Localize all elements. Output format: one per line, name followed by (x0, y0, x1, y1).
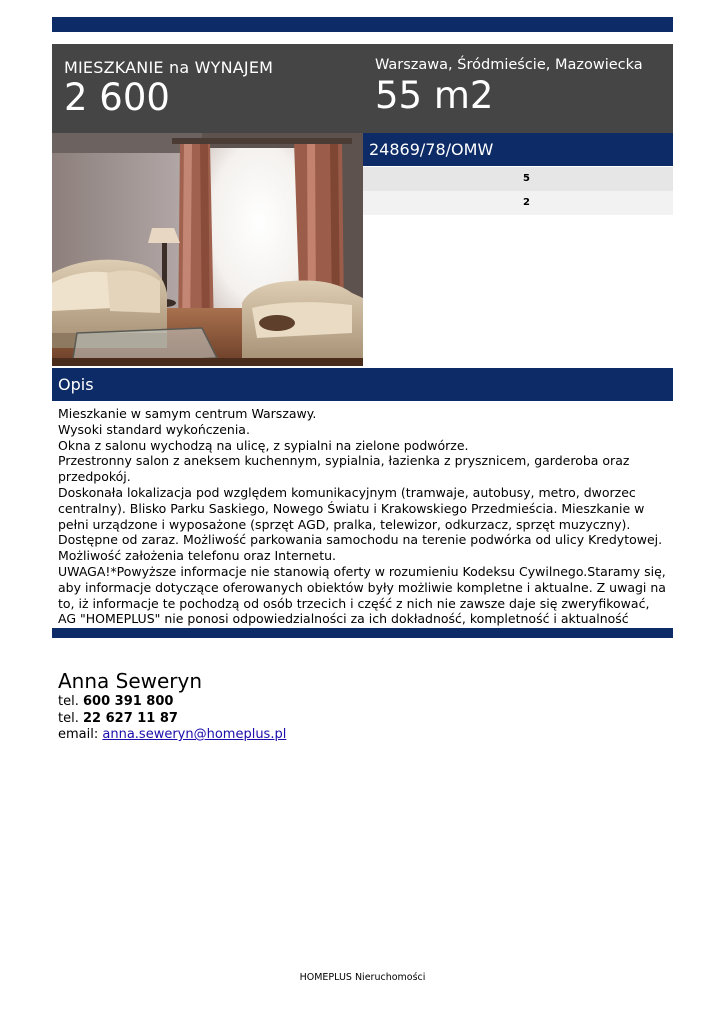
agent-name: Anna Seweryn (58, 669, 203, 693)
param-row (363, 167, 673, 191)
description-text (58, 406, 670, 627)
email-line (58, 727, 286, 744)
email-label: email: (58, 727, 99, 742)
agent-contact (58, 668, 286, 744)
param-row (363, 191, 673, 215)
description-paragraph: Doskonała lokalizacja pod względem komunikacyjnym (tramwaje, autobusy, metro, dworzec centralny). Blisko Parku Saskiego, Nowego Światu i Krakowskiego Przedmieścia. Mieszkanie w pełni urządzone i wyposażone (sprzęt AGD, pralka, telewizor, odkurzacz, sprzęt muzyczny). Dostępne od zaraz. Możliwość parkowania samochodu na terenie podwórka od ulicy Kredytowej. Możliwość założenia telefonu oraz Internetu. (58, 484, 663, 564)
description-paragraph: Przestronny salon z aneksem kuchennym, sypialnia, łazienka z prysznicem, garderoba oraz przedpokój. (58, 453, 630, 485)
description-heading: Opis (52, 368, 673, 401)
top-accent-bar (52, 17, 673, 32)
description-paragraph: UWAGA!*Powyższe informacje nie stanowią oferty w rozumieniu Kodeksu Cywilnego.Staramy się, aby informacje dotyczące oferowanych obiektów były możliwie kompletne i aktualne. Z uwagi na to, iż informacje te pochodzą od osób trzecich i część z nich nie zawsze daje się zweryfikować, AG "HOMEPLUS" nie ponosi odpowiedzialności za ich dokładność, kompletność i aktualność (58, 563, 666, 627)
phone-label: tel. (58, 710, 79, 726)
offer-area: 55 m2 (375, 74, 494, 117)
phone-label: tel. (58, 694, 79, 709)
email-link[interactable]: anna.seweryn@homeplus.pl (102, 727, 287, 742)
description-paragraph: Wysoki standard wykończenia. (58, 421, 250, 437)
description-paragraph: Okna z salonu wychodzą na ulicę, z sypialni na zielone podwórze. (58, 437, 469, 453)
listing-reference: 24869/78/OMW (363, 133, 673, 166)
phone-line (58, 694, 286, 711)
apartment-photo (52, 133, 363, 366)
param-value: 2 (523, 197, 530, 208)
offer-location: Warszawa, Śródmieście, Mazowiecka (375, 57, 643, 73)
offer-type: MIESZKANIE na WYNAJEM (64, 58, 274, 77)
footer-company: HOMEPLUS Nieruchomości (299, 972, 426, 983)
param-value: 5 (523, 173, 530, 184)
bottom-accent-bar (52, 628, 673, 638)
phone-line (58, 711, 286, 728)
offer-price: 2 600 (64, 76, 170, 119)
phone-number: 22 627 11 87 (82, 710, 178, 726)
description-paragraph: Mieszkanie w samym centrum Warszawy. (58, 406, 317, 421)
phone-number: 600 391 800 (82, 694, 174, 709)
listing-header (52, 44, 673, 133)
